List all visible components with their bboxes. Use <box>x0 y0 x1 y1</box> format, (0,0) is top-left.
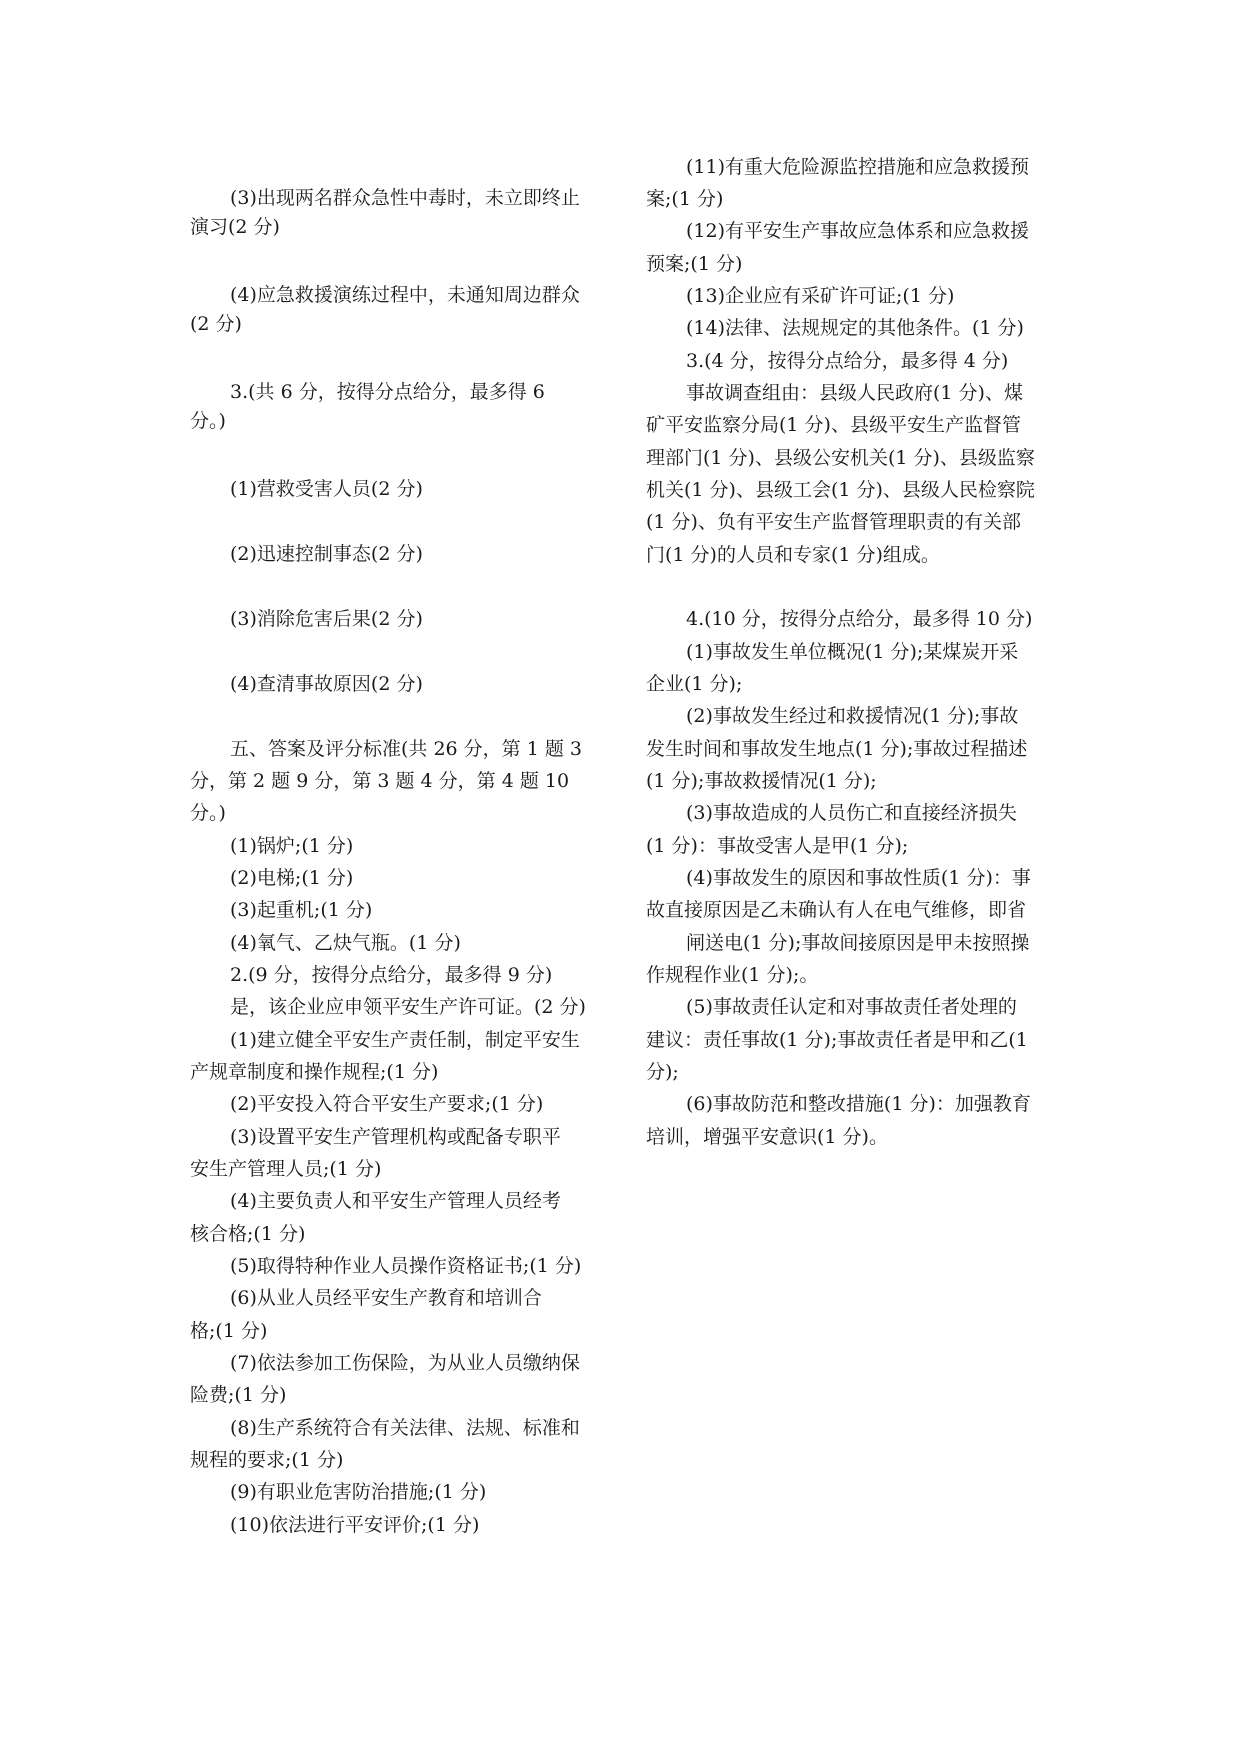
text-line: 分。) <box>190 802 226 824</box>
text-line: 3.(4 分，按得分点给分，最多得 4 分) <box>686 350 1009 372</box>
text-line: 故直接原因是乙未确认有人在电气维修，即省 <box>646 899 1027 921</box>
text-line: (3)事故造成的人员伤亡和直接经济损失 <box>686 802 1017 824</box>
text-line: (4)查清事故原因(2 分) <box>230 673 423 695</box>
text-line: 分); <box>646 1061 679 1083</box>
text-line: (2)事故发生经过和救援情况(1 分);事故 <box>686 705 1019 727</box>
text-line: (1)锅炉;(1 分) <box>230 835 354 857</box>
text-line: (1 分)：事故受害人是甲(1 分); <box>646 835 909 857</box>
text-line: (4)主要负责人和平安生产管理人员经考 <box>230 1190 561 1212</box>
text-line: 演习(2 分) <box>190 216 280 238</box>
text-line: (2)迅速控制事态(2 分) <box>230 543 423 565</box>
text-line: (2)平安投入符合平安生产要求;(1 分) <box>230 1093 544 1115</box>
text-line: (7)依法参加工伤保险，为从业人员缴纳保 <box>230 1352 580 1374</box>
text-line: (11)有重大危险源监控措施和应急救援预 <box>686 156 1030 178</box>
text-line: 闸送电(1 分);事故间接原因是甲未按照操 <box>686 932 1030 954</box>
text-line: 是，该企业应申领平安生产许可证。(2 分) <box>230 996 586 1018</box>
text-line: (9)有职业危害防治措施;(1 分) <box>230 1481 487 1503</box>
text-line: (1 分);事故救援情况(1 分); <box>646 770 877 792</box>
text-line: 规程的要求;(1 分) <box>190 1449 344 1471</box>
text-line: 安生产管理人员;(1 分) <box>190 1158 382 1180</box>
text-line: 分。) <box>190 410 226 432</box>
text-line: 矿平安监察分局(1 分)、县级平安生产监督管 <box>646 414 1021 436</box>
text-line: 建议：责任事故(1 分);事故责任者是甲和乙(1 <box>646 1029 1028 1051</box>
text-line: (6)从业人员经平安生产教育和培训合 <box>230 1287 542 1309</box>
text-line: 产规章制度和操作规程;(1 分) <box>190 1061 439 1083</box>
text-line: (12)有平安生产事故应急体系和应急救援 <box>686 220 1030 242</box>
text-line: 案;(1 分) <box>646 188 724 210</box>
text-line: (1)事故发生单位概况(1 分);某煤炭开采 <box>686 641 1019 663</box>
text-line: (3)起重机;(1 分) <box>230 899 373 921</box>
text-line: (2)电梯;(1 分) <box>230 867 354 889</box>
text-line: 3.(共 6 分，按得分点给分，最多得 6 <box>230 381 545 403</box>
text-line: 事故调查组由：县级人民政府(1 分)、煤 <box>686 382 1023 404</box>
text-line: 2.(9 分，按得分点给分，最多得 9 分) <box>230 964 553 986</box>
text-line: (13)企业应有采矿许可证;(1 分) <box>686 285 955 307</box>
text-line: 机关(1 分)、县级工会(1 分)、县级人民检察院 <box>646 479 1035 501</box>
text-line: 格;(1 分) <box>190 1320 268 1342</box>
text-line: (5)取得特种作业人员操作资格证书;(1 分) <box>230 1255 582 1277</box>
text-line: 理部门(1 分)、县级公安机关(1 分)、县级监察 <box>646 447 1035 469</box>
text-line: 培训，增强平安意识(1 分)。 <box>646 1126 888 1148</box>
section-heading: 五、答案及评分标准(共 26 分，第 1 题 3 <box>230 738 582 760</box>
text-line: (14)法律、法规规定的其他条件。(1 分) <box>686 317 1024 339</box>
text-line: 险费;(1 分) <box>190 1384 287 1406</box>
text-line: 预案;(1 分) <box>646 253 743 275</box>
text-line: (1 分)、负有平安生产监督管理职责的有关部 <box>646 511 1021 533</box>
text-line: 分，第 2 题 9 分，第 3 题 4 分，第 4 题 10 <box>190 770 570 792</box>
text-line: 4.(10 分，按得分点给分，最多得 10 分) <box>686 608 1033 630</box>
text-line: 企业(1 分); <box>646 673 743 695</box>
text-line: (3)出现两名群众急性中毒时，未立即终止 <box>230 187 580 209</box>
text-line: (5)事故责任认定和对事故责任者处理的 <box>686 996 1017 1018</box>
text-line: (2 分) <box>190 313 242 335</box>
text-line: (3)设置平安生产管理机构或配备专职平 <box>230 1126 561 1148</box>
text-line: 门(1 分)的人员和专家(1 分)组成。 <box>646 544 940 566</box>
text-line: (4)氧气、乙炔气瓶。(1 分) <box>230 932 461 954</box>
text-line: 核合格;(1 分) <box>190 1223 306 1245</box>
text-line: (10)依法进行平安评价;(1 分) <box>230 1514 480 1536</box>
text-line: (6)事故防范和整改措施(1 分)：加强教育 <box>686 1093 1031 1115</box>
text-line: 发生时间和事故发生地点(1 分);事故过程描述 <box>646 738 1028 760</box>
text-line: (1)建立健全平安生产责任制，制定平安生 <box>230 1029 580 1051</box>
text-line: (3)消除危害后果(2 分) <box>230 608 423 630</box>
text-line: (8)生产系统符合有关法律、法规、标准和 <box>230 1417 580 1439</box>
text-line: (4)应急救援演练过程中，未通知周边群众 <box>230 284 580 306</box>
text-line: 作规程作业(1 分);。 <box>646 964 819 986</box>
text-line: (1)营救受害人员(2 分) <box>230 478 423 500</box>
text-line: (4)事故发生的原因和事故性质(1 分)：事 <box>686 867 1031 889</box>
